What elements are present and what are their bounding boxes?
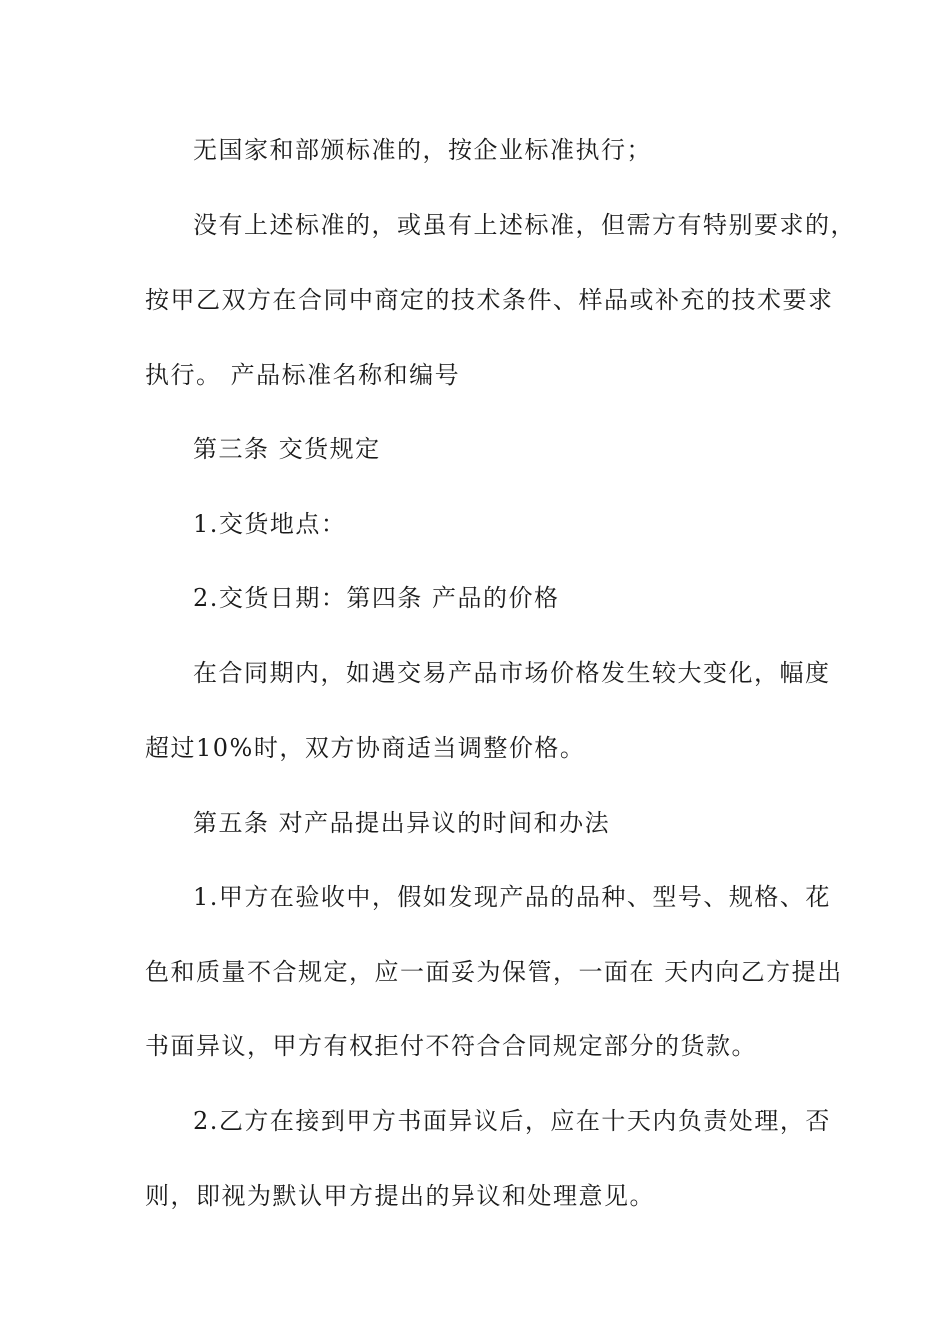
line-text: 无国家和部颁标准的，按企业标准执行； [193,136,652,164]
line-text: 执行。 产品标准名称和编号 [145,361,461,389]
paragraph-line-14 [0,1101,950,1141]
paragraph-line-12 [0,952,950,992]
line-text: 在合同期内，如遇交易产品市场价格发生较大变化，幅度 [193,659,831,687]
line-text: 2.乙方在接到甲方书面异议后，应在十天内负责处理，否 [193,1107,831,1135]
paragraph-line-9 [0,728,950,768]
paragraph-line-15 [0,1176,950,1216]
line-text: 按甲乙双方在合同中商定的技术条件、样品或补充的技术要求 [145,286,834,314]
line-text: 第五条 对产品提出异议的时间和办法 [193,809,611,837]
paragraph-line-11 [0,877,950,917]
line-text: 1.交货地点： [193,510,347,538]
paragraph-line-6 [0,504,950,544]
paragraph-line-3 [0,280,950,320]
paragraph-line-7 [0,578,950,618]
line-text: 没有上述标准的，或虽有上述标准，但需方有特别要求的， [193,211,856,239]
paragraph-line-8 [0,653,950,693]
paragraph-line-13 [0,1026,950,1066]
line-text: 超过10%时，双方协商适当调整价格。 [145,734,586,762]
line-text: 2.交货日期：第四条 产品的价格 [193,584,560,612]
paragraph-line-2 [0,205,950,245]
section-heading-5 [0,803,950,843]
line-text: 色和质量不合规定，应一面妥为保管，一面在 天内向乙方提出 [145,958,843,986]
line-text: 书面异议，甲方有权拒付不符合合同规定部分的货款。 [145,1032,757,1060]
line-text: 则，即视为默认甲方提出的异议和处理意见。 [145,1182,655,1210]
line-text: 1.甲方在验收中，假如发现产品的品种、型号、规格、花 [193,883,831,911]
section-heading-3 [0,429,950,469]
paragraph-line-4 [0,355,950,395]
line-text: 第三条 交货规定 [193,435,381,463]
paragraph-line-1 [0,130,950,170]
